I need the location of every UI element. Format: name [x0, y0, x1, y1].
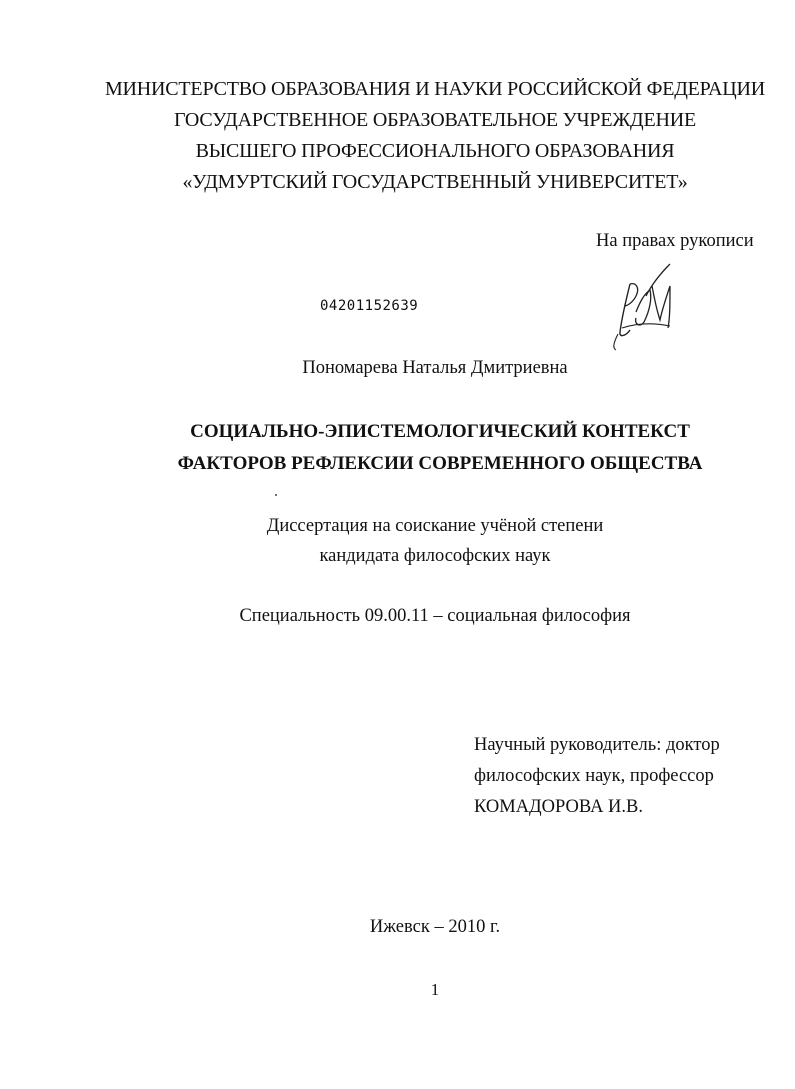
institution-header — [0, 74, 795, 198]
specialty: Специальность 09.00.11 – социальная философия — [239, 606, 631, 626]
degree-statement — [0, 511, 795, 571]
dissertation-title — [0, 416, 795, 480]
advisor-line-2: философских наук, профессор — [474, 766, 714, 786]
degree-line-1: Диссертация на соискание учёной степени — [266, 516, 604, 536]
scientific-advisor — [474, 730, 720, 823]
city-year: Ижевск – 2010 г. — [369, 917, 501, 937]
header-line-education-level: ВЫСШЕГО ПРОФЕССИОНАЛЬНОГО ОБРАЗОВАНИЯ — [195, 140, 675, 162]
title-line-2: ФАКТОРОВ РЕФЛЕКСИИ СОВРЕМЕННОГО ОБЩЕСТВА — [177, 453, 703, 474]
title-line-1: СОЦИАЛЬНО-ЭПИСТЕМОЛОГИЧЕСКИЙ КОНТЕКСТ — [190, 421, 690, 442]
handwritten-signature — [600, 262, 690, 352]
advisor-line-3: КОМАДОРОВА И.В. — [474, 797, 644, 817]
catalog-code: 04201152639 — [320, 298, 419, 314]
scan-speck — [275, 494, 277, 496]
rights-note: На правах рукописи — [596, 231, 754, 251]
header-line-ministry: МИНИСТЕРСТВО ОБРАЗОВАНИЯ И НАУКИ РОССИЙСКОЙ ФЕДЕРАЦИИ — [104, 78, 766, 100]
header-line-institution-type: ГОСУДАРСТВЕННОЕ ОБРАЗОВАТЕЛЬНОЕ УЧРЕЖДЕНИЕ — [173, 109, 697, 131]
author-name: Пономарева Наталья Дмитриевна — [302, 358, 568, 378]
header-line-university: «УДМУРТСКИЙ ГОСУДАРСТВЕННЫЙ УНИВЕРСИТЕТ» — [182, 171, 688, 193]
page-number: 1 — [430, 980, 440, 999]
degree-line-2: кандидата философских наук — [319, 546, 551, 566]
advisor-line-1: Научный руководитель: доктор — [474, 735, 720, 755]
